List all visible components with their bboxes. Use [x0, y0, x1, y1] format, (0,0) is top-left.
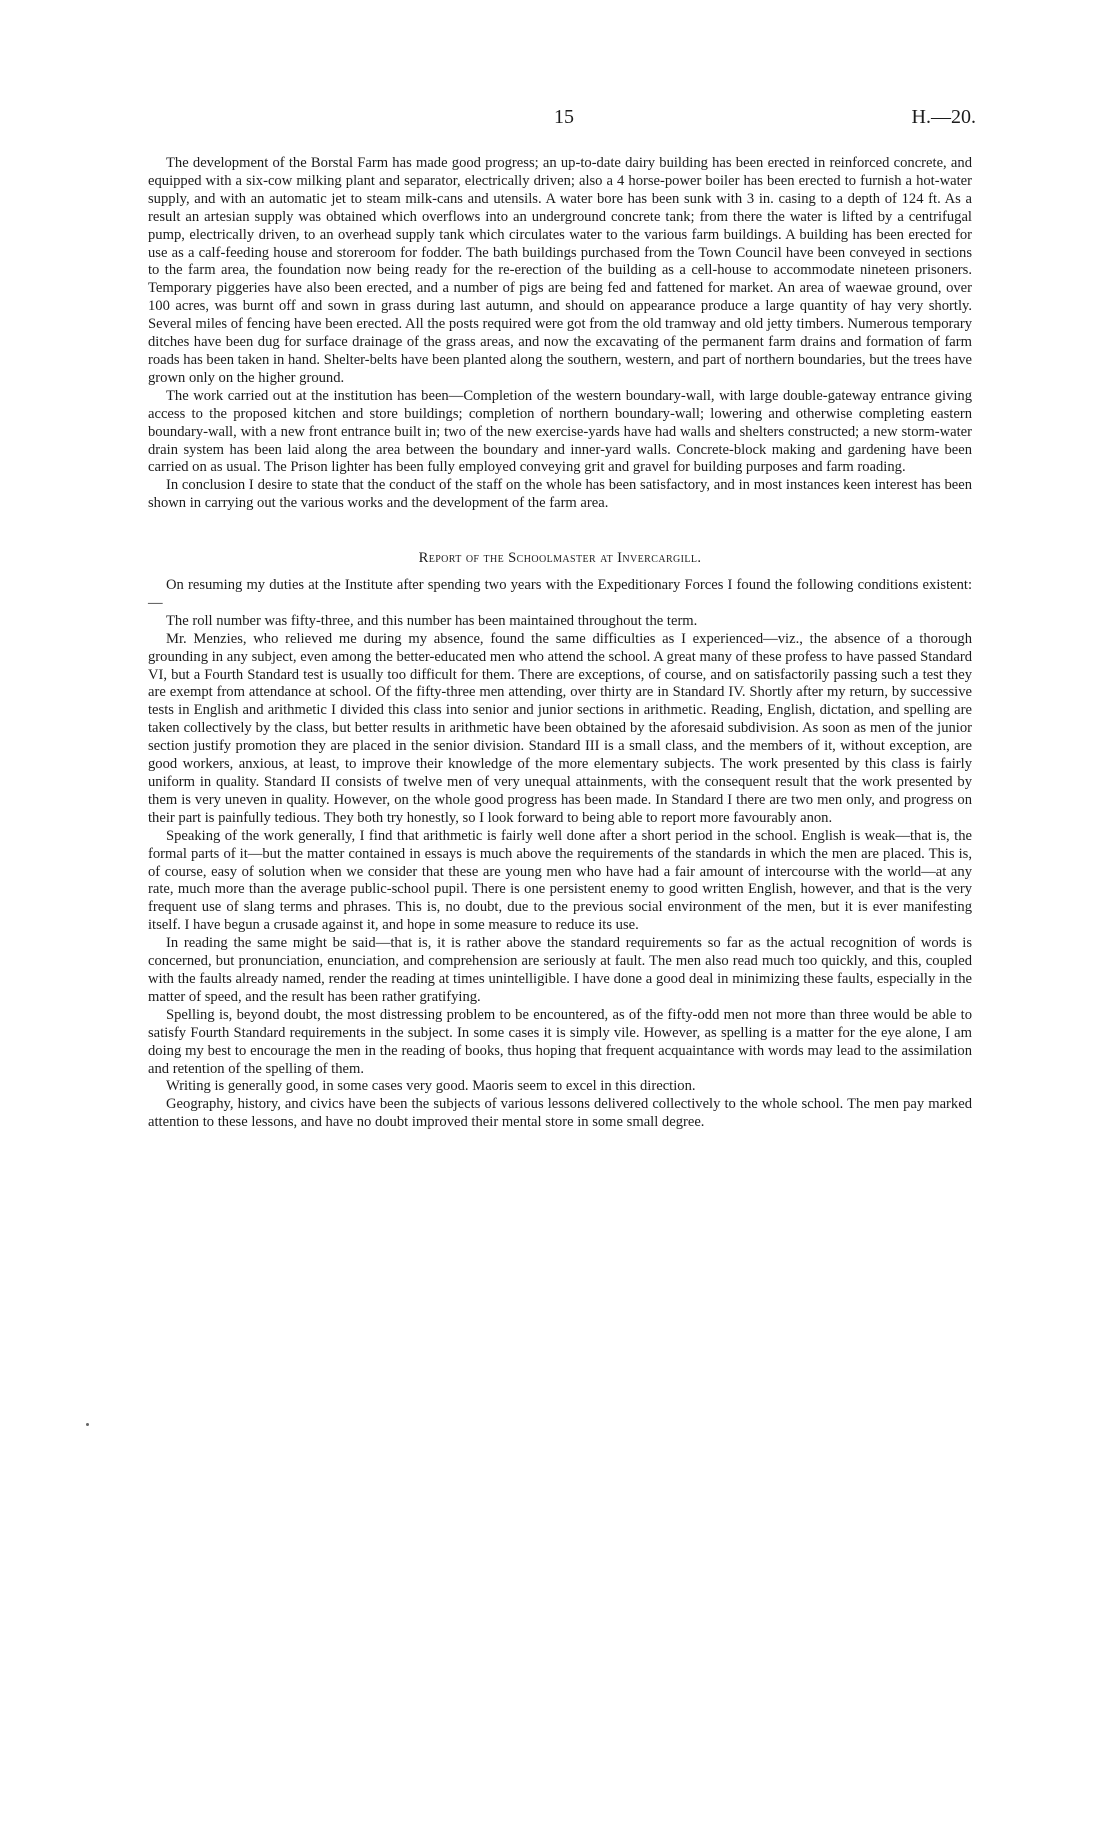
paragraph: In conclusion I desire to state that the conduct of the staff on the whole has been satisfactory, and in most instances keen interest has been shown in carrying out the various works and the development of the farm area. — [148, 477, 972, 512]
section-heading: Report of the Schoolmaster at Invercargill. — [418, 550, 702, 567]
paragraph: The development of the Borstal Farm has made good progress; an up-to-date dairy building has been erected in reinforced concrete, and equipped with a six-cow milking plant and separator, electrically driven; also a 4 horse-power boiler has been erected to furnish a hot-water supply, and with an automatic jet to steam milk-cans and utensils. A water bore has been sunk with 3 in. casing to a depth of 124 ft. As a result an artesian supply was obtained which overflows into an underground concrete tank; from there the water is lifted by a centrifugal pump, electrically driven, to an overhead supply tank which circulates water to the various farm buildings. A building has been erected for use as a calf-feeding house and storeroom for fodder. The bath buildings purchased from the Town Council have been conveyed in sections to the farm area, the foundation now being ready for the re-erection of the building as a cell-house to accommodate nineteen prisoners. Temporary piggeries have also been erected, and a number of pigs are being fed and fattened for market. An area of waewae ground, over 100 acres, was burnt off and sown in grass during last autumn, and should on appearance produce a large quantity of hay very shortly. Several miles of fencing have been erected. All the posts required were got from the old tramway and old jetty timbers. Numerous temporary ditches have been dug for surface drainage of the grass areas, and now the excavating of the permanent farm drains and formation of farm roads has been taken in hand. Shelter-belts have been planted along the southern, western, and part of northern boundaries, but the trees have grown only on the higher ground. — [148, 155, 972, 386]
page-header — [152, 106, 976, 136]
paragraph: On resuming my duties at the Institute after spending two years with the Expeditionary Forces I found the following conditions existent:— — [148, 577, 972, 611]
paragraph: In reading the same might be said—that is, it is rather above the standard requirements so far as the actual recognition of words is concerned, but pronunciation, enunciation, and comprehension are seriously at fault. The men also read much too quickly, and this, coupled with the faults already named, render the reading at times unintelligible. I have done a good deal in minimizing these faults, especially in the matter of speed, and the result has been rather gratifying. — [148, 935, 972, 1005]
margin-mark — [86, 1423, 89, 1426]
paragraph: Geography, history, and civics have been the subjects of various lessons delivered collectively to the whole school. The men pay marked attention to these lessons, and have no doubt improved their mental store in some small degree. — [148, 1096, 972, 1131]
document-reference: H.—20. — [911, 106, 976, 128]
paragraph: Writing is generally good, in some cases very good. Maoris seem to excel in this direction. — [166, 1078, 696, 1095]
paragraph: The work carried out at the institution has been—Completion of the western boundary-wall, with large double-gateway entrance giving access to the proposed kitchen and store buildings; completion of northern boundary-wall; lowering and otherwise completing eastern boundary-wall, with a new front entrance built in; two of the new exercise-yards have had walls and shelters constructed; a new storm-water drain system has been laid along the area between the boundary and inner-yard walls. Concrete-block making and gardening have been carried on as usual. The Prison lighter has been fully employed conveying grit and gravel for building purposes and farm roading. — [148, 387, 972, 476]
paragraph: The roll number was fifty-three, and this number has been maintained throughout the term. — [166, 612, 698, 629]
body-text — [148, 155, 972, 1132]
page-number: 15 — [554, 106, 574, 128]
paragraph: Mr. Menzies, who relieved me during my absence, found the same difficulties as I experienced—viz., the absence of a thorough grounding in any subject, even among the better-educated men who attend the school. A great many of these profess to have passed Standard VI, but a Fourth Standard test is usually too difficult for them. There are exceptions, of course, and on satisfactorily passing such a test they are exempt from attendance at school. Of the fifty-three men attending, over thirty are in Standard IV. Shortly after my return, by successive tests in English and arithmetic I divided this class into senior and junior sections in arithmetic. Reading, English, dictation, and spelling are taken collectively by the class, but better results in arithmetic have been obtained by the aforesaid subdivision. As soon as men of the junior section justify promotion they are placed in the senior division. Standard III is a small class, and the members of it, without exception, are good workers, anxious, at least, to improve their knowledge of the more elementary subjects. The work presented by this class is fairly uniform in quality. Standard II consists of twelve men of very unequal attainments, with the consequent result that the work presented by them is very uneven in quality. However, on the whole good progress has been made. In Standard I there are two men only, and progress on their part is painfully tedious. They both try honestly, so I look forward to being able to report more favourably anon. — [148, 630, 972, 826]
paragraph: Speaking of the work generally, I find that arithmetic is fairly well done after a short period in the school. English is weak—that is, the formal parts of it—but the matter contained in essays is much above the requirements of the standards in which the men are placed. This is, of course, easy of solution when we consider that these are young men who have had a fair amount of intercourse with the world—at any rate, much more than the average public-school pupil. There is one persistent enemy to good written English, however, and that is the very frequent use of slang terms and phrases. This is, no doubt, due to the previous social environment of the men, but it is ever manifesting itself. I have begun a crusade against it, and hope in some measure to reduce its use. — [148, 827, 972, 934]
paragraph: Spelling is, beyond doubt, the most distressing problem to be encountered, as of the fifty-odd men not more than three would be able to satisfy Fourth Standard requirements in the subject. In some cases it is simply vile. However, as spelling is a matter for the eye alone, I am doing my best to encourage the men in the reading of books, thus hoping that frequent acquaintance with words may lead to the assimilation and retention of the spelling of them. — [148, 1006, 972, 1077]
